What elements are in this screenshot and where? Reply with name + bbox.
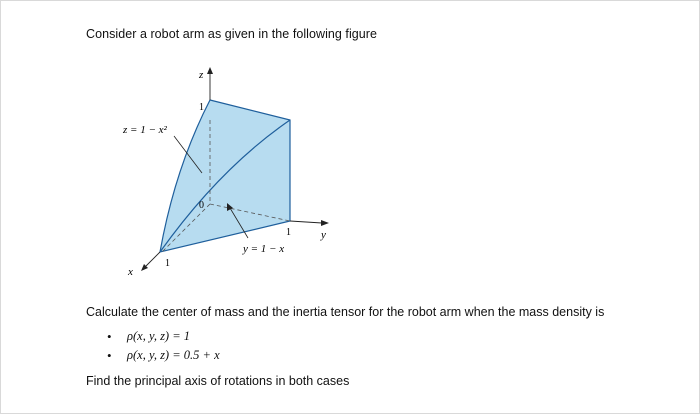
question-text: Calculate the center of mass and the inertia tensor for the robot arm when the mass density is — [86, 305, 605, 319]
intro-text: Consider a robot arm as given in the following figure — [86, 27, 377, 41]
origin-label: 0 — [199, 200, 204, 211]
outro-text: Find the principal axis of rotations in both cases — [86, 374, 350, 388]
density-formula: ρ(x, y, z) = 0.5 + x — [127, 348, 220, 362]
y-axis-arrow — [321, 220, 329, 226]
density-cases-list — [107, 327, 220, 365]
z-axis-arrow — [207, 67, 213, 74]
x-tick-label: 1 — [165, 258, 170, 269]
x-axis-label: x — [128, 266, 133, 278]
z-axis-label: z — [199, 69, 204, 81]
curve-equation-label: z = 1 − x² — [123, 124, 167, 136]
y-tick-label: 1 — [286, 227, 291, 238]
density-case — [107, 346, 220, 365]
bullet-icon: • — [107, 329, 112, 344]
y-axis-line — [290, 221, 322, 223]
density-case — [107, 327, 220, 346]
x-axis-line — [146, 252, 160, 266]
bullet-icon: • — [107, 348, 112, 363]
z-tick-label: 1 — [199, 102, 204, 113]
robot-arm-figure — [110, 58, 350, 288]
plane-equation-label: y = 1 − x — [243, 243, 285, 255]
solid-front-face — [160, 100, 290, 252]
density-formula: ρ(x, y, z) = 1 — [127, 329, 191, 343]
y-axis-label: y — [321, 229, 326, 241]
